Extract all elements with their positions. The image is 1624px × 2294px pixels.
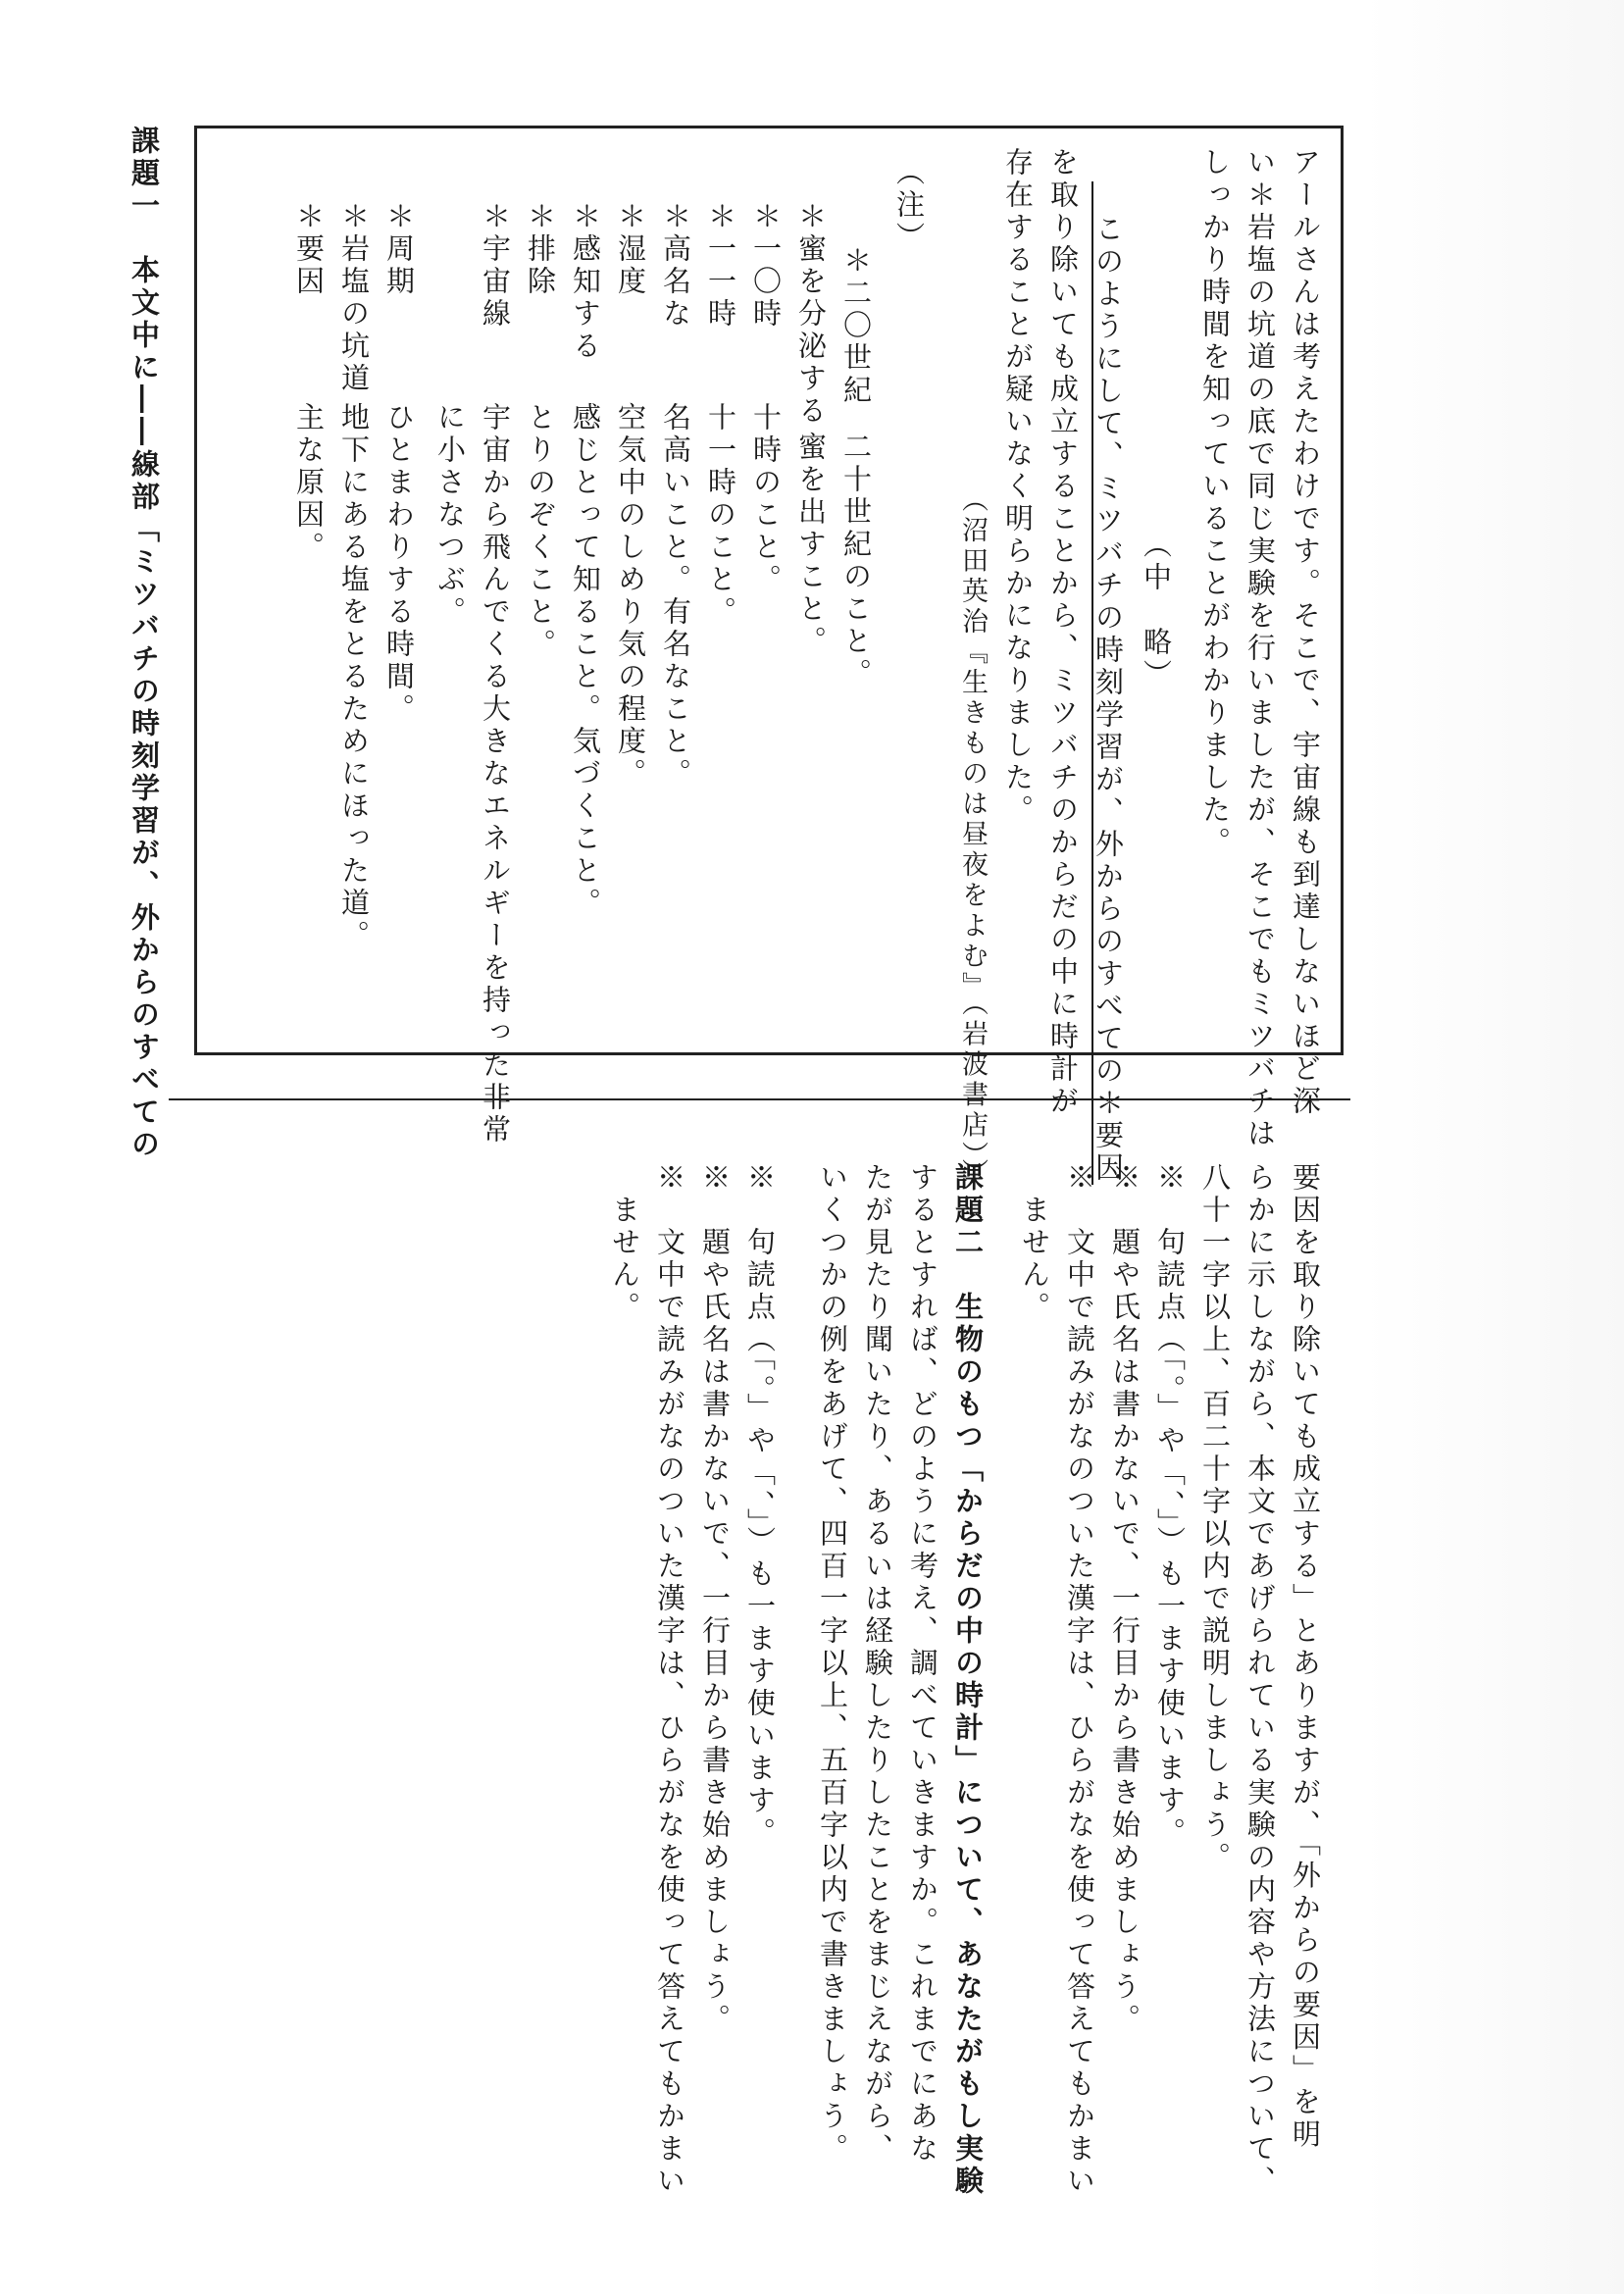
omission-mark: （中 略） bbox=[1140, 530, 1173, 691]
note-gloss: 十一時のこと。 bbox=[704, 402, 737, 629]
note-term: ＊宇宙線 bbox=[479, 201, 512, 331]
note-term: ＊周期 bbox=[382, 201, 416, 298]
task1-line: 要因を取り除いても成立する」とありますが、「外からの要因」を明 bbox=[1289, 1162, 1322, 2152]
note-term: ＊一〇時 bbox=[749, 201, 783, 331]
note-gloss: 二十世紀のこと。 bbox=[839, 432, 873, 690]
task1-note: ※ 文中で読みがなのついた漢字は、ひらがなを使って答えてもかまい bbox=[1063, 1162, 1096, 2198]
task2-line: いくつかの例をあげて、四百一字以上、五百字以内で書きましょう。 bbox=[816, 1162, 849, 2166]
task2-note: ※ 文中で読みがなのついた漢字は、ひらがなを使って答えてもかまい bbox=[653, 1162, 686, 2198]
note-gloss: ひとまわりする時間。 bbox=[382, 402, 416, 726]
passage-line: アールさんは考えたわけです。そこで、宇宙線も到達しないほど深 bbox=[1289, 147, 1322, 1118]
notes-label: （注） bbox=[892, 157, 926, 254]
note-term: ＊二〇世紀 bbox=[839, 245, 873, 407]
task2-note: ません。 bbox=[608, 1162, 641, 1324]
note-term: ＊排除 bbox=[524, 201, 557, 298]
note-term: ＊感知する bbox=[569, 201, 602, 363]
note-term: ＊高名な bbox=[659, 201, 692, 331]
page-edge-shadow bbox=[1363, 0, 1624, 2294]
task1-note: ※ 句読点（「。」や「、」）も一ます使います。 bbox=[1153, 1162, 1187, 1850]
note-term: ＊岩塩の坑道 bbox=[337, 201, 371, 395]
note-gloss: 十時のこと。 bbox=[749, 402, 783, 596]
task1-note: ※ 題や氏名は書かないで、一行目から書き始めましょう。 bbox=[1108, 1162, 1142, 2036]
task1-heading-line: 課題一 本文中に――線部「ミツバチの時刻学習が、外からのすべての bbox=[127, 126, 161, 1161]
note-gloss: 名高いこと。有名なこと。 bbox=[659, 402, 692, 790]
passage-line: を取り除いても成立することから、ミツバチのからだの中に時計が bbox=[1046, 147, 1080, 1118]
passage-line: い＊岩塩の坑道の底で同じ実験を行いましたが、そこでもミツバチは bbox=[1243, 147, 1277, 1150]
section-divider bbox=[169, 1098, 1350, 1100]
note-gloss: とりのぞくこと。 bbox=[524, 402, 557, 661]
task2-note: ※ 句読点（「。」や「、」）も一ます使います。 bbox=[743, 1162, 777, 1850]
task1-line: らかに示しながら、本文であげられている実験の内容や方法について、 bbox=[1243, 1162, 1277, 2198]
note-gloss: に小さなつぶ。 bbox=[433, 402, 467, 629]
passage-line: 存在することが疑いなく明らかになりました。 bbox=[1001, 147, 1035, 827]
task2-line: するとすれば、どのように考え、調べていきますか。これまでにあな bbox=[906, 1162, 939, 2166]
note-gloss: 主な原因。 bbox=[292, 402, 326, 564]
note-term: ＊一一時 bbox=[704, 201, 737, 331]
note-term: ＊蜜を分泌する bbox=[794, 201, 828, 428]
note-term: ＊湿度 bbox=[614, 201, 647, 298]
passage-line-underlined: このようにして、ミツバチの時刻学習が、外からのすべての＊要因 bbox=[1091, 181, 1125, 1185]
source-citation: （沼田英治『生きものは昼夜をよむ』（岩波書店）） bbox=[957, 485, 988, 1189]
note-gloss: 空気中のしめり気の程度。 bbox=[614, 402, 647, 790]
note-gloss: 感じとって知ること。気づくこと。 bbox=[569, 402, 602, 920]
task2-heading-line: 課題二 生物のもつ「からだの中の時計」について、あなたがもし実験 bbox=[951, 1162, 985, 2198]
note-term: ＊要因 bbox=[292, 201, 326, 298]
note-gloss: 宇宙から飛んでくる大きなエネルギーを持った非常 bbox=[479, 402, 512, 1147]
passage-line: しっかり時間を知っていることがわかりました。 bbox=[1198, 147, 1232, 859]
task1-note: ません。 bbox=[1018, 1162, 1051, 1324]
task1-line: 八十一字以上、百二十字以内で説明しましょう。 bbox=[1198, 1162, 1232, 1874]
note-gloss: 地下にある塩をとるためにほった道。 bbox=[337, 402, 371, 952]
note-gloss: 蜜を出すこと。 bbox=[794, 432, 828, 658]
task2-note: ※ 題や氏名は書かないで、一行目から書き始めましょう。 bbox=[698, 1162, 732, 2036]
task2-line: たが見たり聞いたり、あるいは経験したりしたことをまじえながら、 bbox=[861, 1162, 894, 2166]
